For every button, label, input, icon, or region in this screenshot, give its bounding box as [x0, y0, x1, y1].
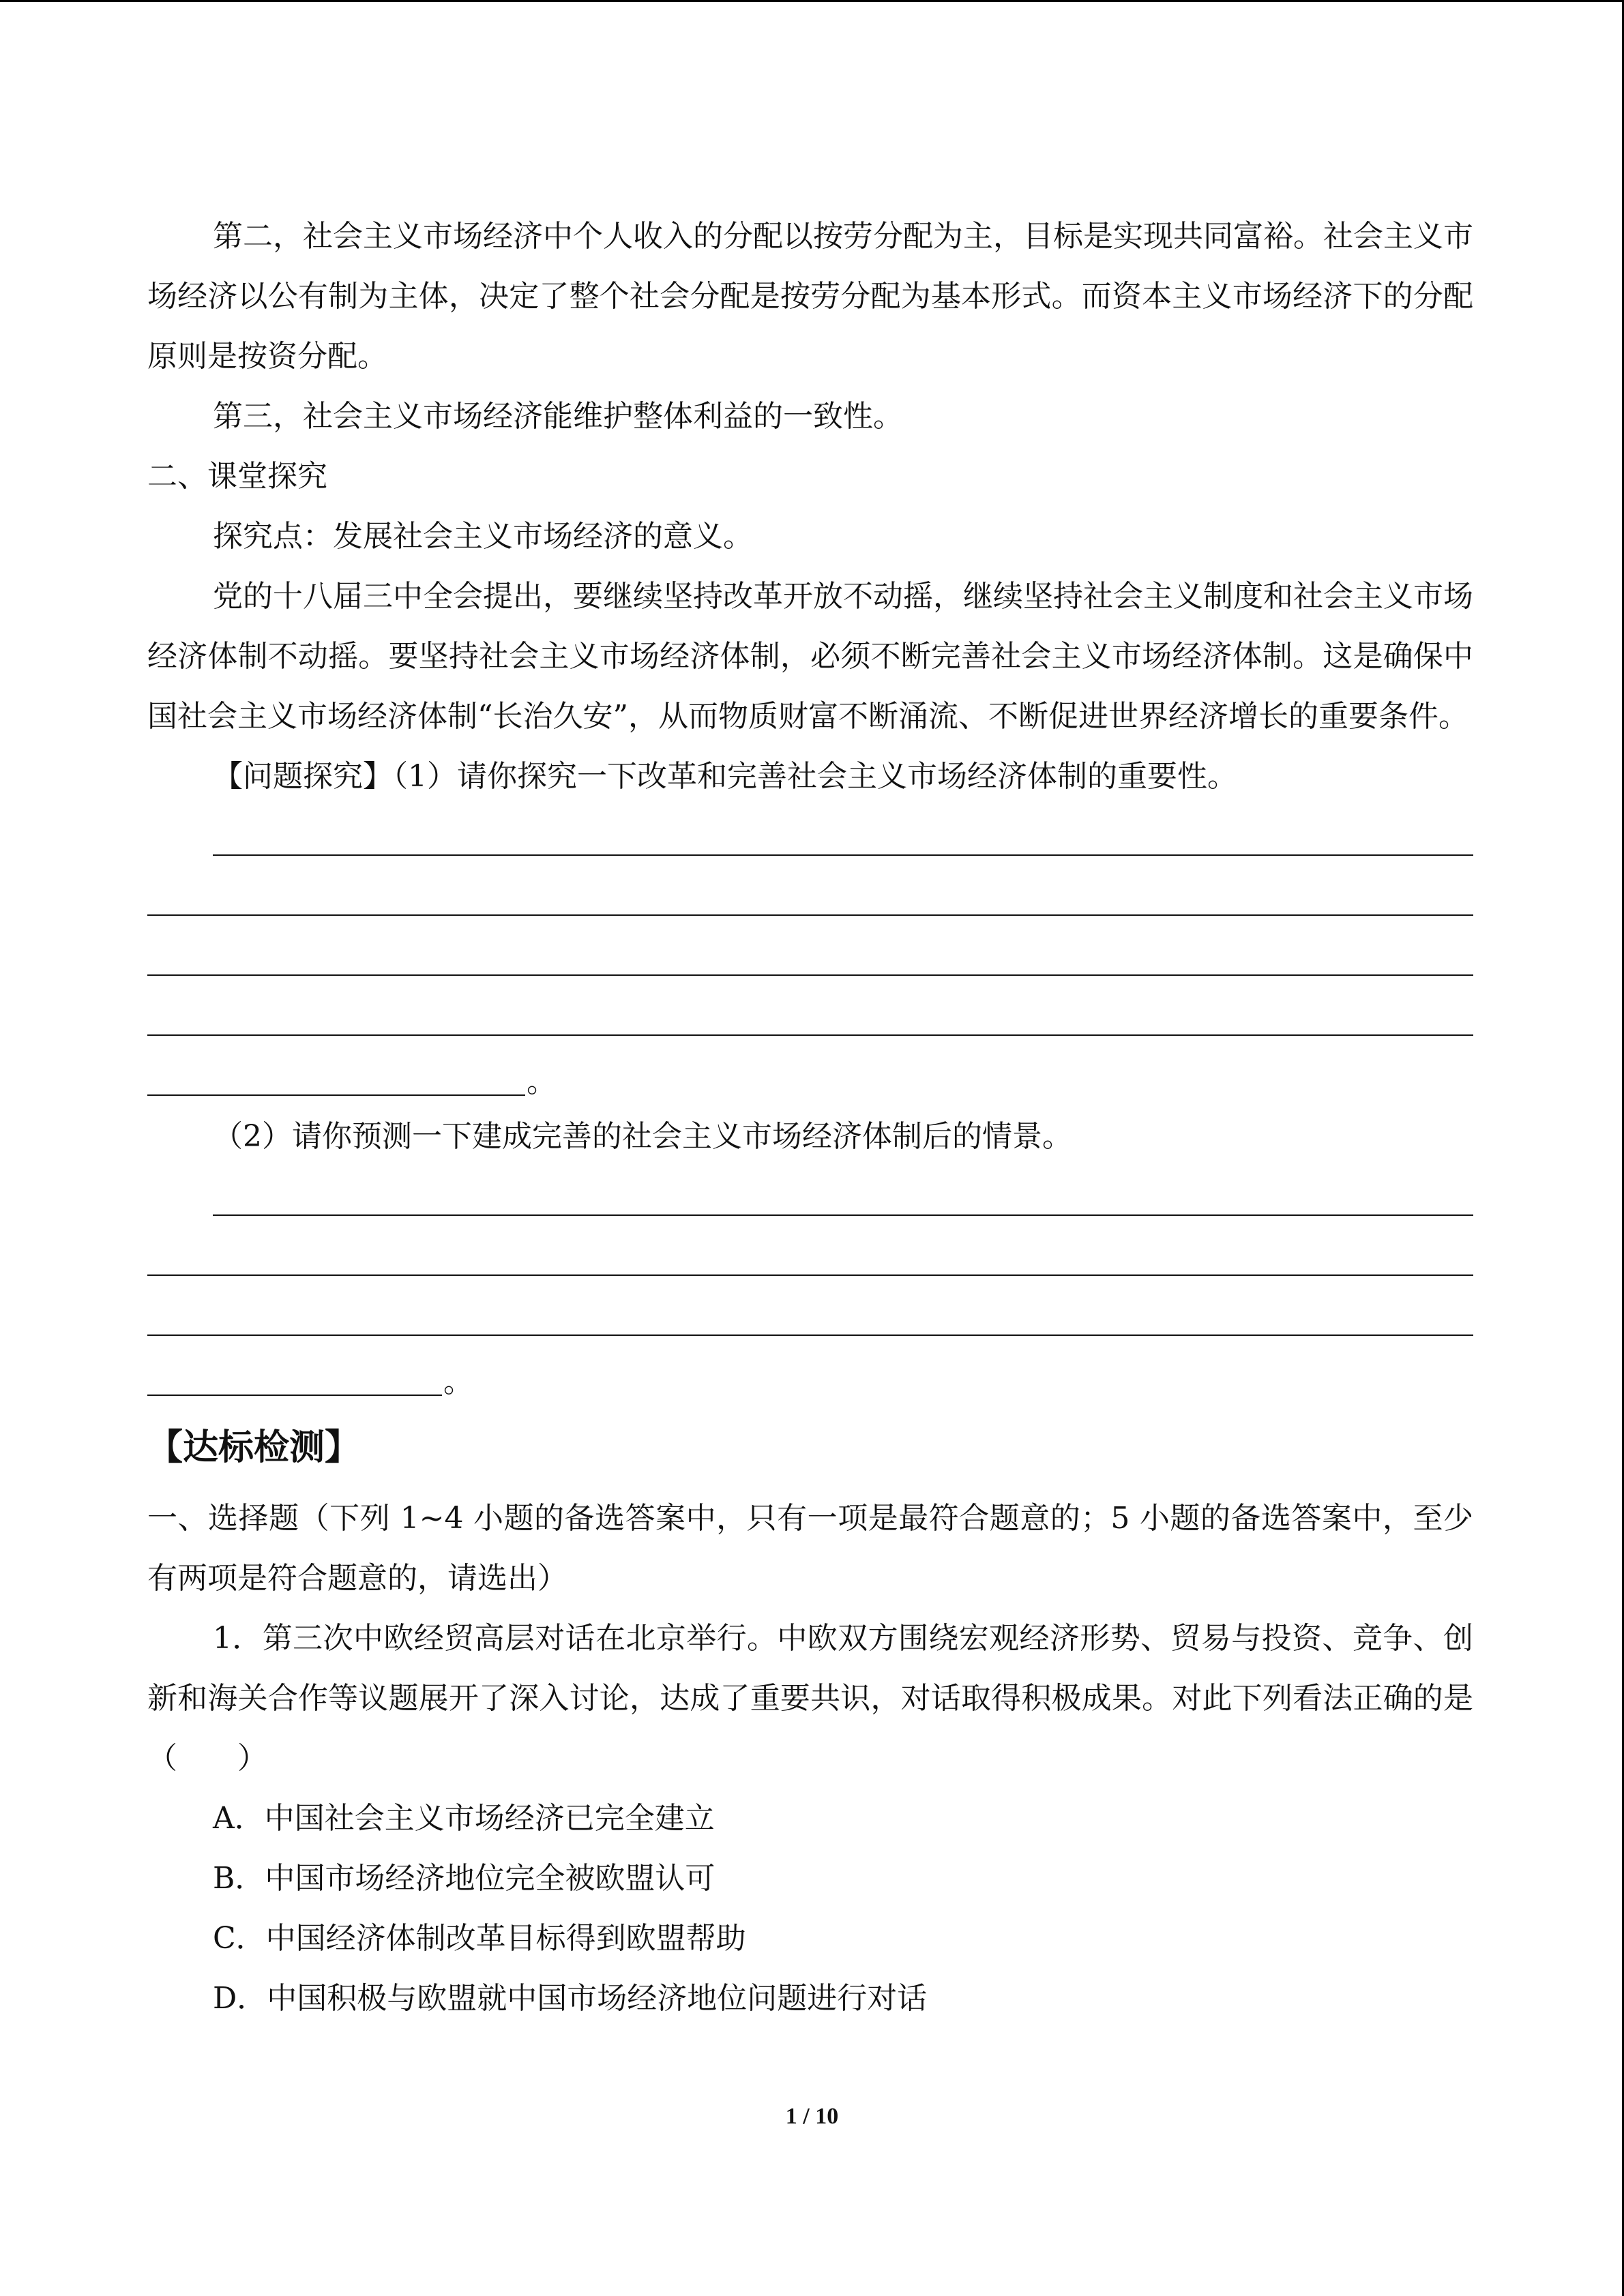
question-1-stem: 1．第三次中欧经贸高层对话在北京举行。中欧双方围绕宏观经济形势、贸易与投资、竞争、创新和海关合作等议题展开了深入讨论，达成了重要共识，对话取得积极成果。对此下列看法正确的是（ ）: [147, 1621, 1473, 1776]
period-mark: 。: [527, 1064, 557, 1099]
exploration-point: 探究点：发展社会主义市场经济的意义。: [213, 519, 753, 554]
answer-line: [147, 807, 1473, 867]
answer-line: [147, 867, 1473, 927]
section-title-class-exploration: 二、课堂探究: [147, 459, 327, 494]
option-a: A．中国社会主义市场经济已完全建立: [213, 1801, 715, 1836]
paragraph-second-point: 第二，社会主义市场经济中个人收入的分配以按劳分配为主，目标是实现共同富裕。社会主义市场经济以公有制为主体，决定了整个社会分配是按劳分配为基本形式。而资本主义市场经济下的分配原则是按资分配。: [147, 219, 1473, 374]
paragraph-third-plenum: 党的十八届三中全会提出，要继续坚持改革开放不动摇，继续坚持社会主义制度和社会主义市场经济体制不动摇。要坚持社会主义市场经济体制，必须不断完善社会主义市场经济体制。这是确保中国社会主义市场经济体制“长治久安”，从而物质财富不断涌流、不断促进世界经济增长的重要条件。: [147, 579, 1473, 734]
answer-line: [147, 927, 1473, 987]
choice-section-intro: 一、选择题（下列 1~4 小题的备选答案中，只有一项是最符合题意的；5 小题的备选答案中，至少有两项是符合题意的，请选出）: [147, 1501, 1473, 1596]
answer-line: [147, 1227, 1473, 1287]
page-content: [147, 207, 1473, 2029]
answer-line-end: [147, 1347, 1473, 1407]
answer-line: [147, 1167, 1473, 1227]
question-2-prompt: （2）请你预测一下建成完善的社会主义市场经济体制后的情景。: [213, 1119, 1072, 1154]
answer-line: [147, 1287, 1473, 1347]
paragraph-third-point: 第三，社会主义市场经济能维护整体利益的一致性。: [213, 399, 903, 434]
answer-line-end: [147, 1047, 1473, 1107]
page-number: 1 / 10: [785, 2104, 839, 2129]
assessment-heading: 【达标检测】: [147, 1427, 361, 1468]
option-c: C．中国经济体制改革目标得到欧盟帮助: [213, 1921, 746, 1956]
period-mark: 。: [443, 1365, 473, 1399]
answer-line: [147, 987, 1473, 1047]
option-d: D．中国积极与欧盟就中国市场经济地位问题进行对话: [213, 1981, 928, 2016]
option-b: B．中国市场经济地位完全被欧盟认可: [213, 1861, 715, 1896]
question-1-prompt: 【问题探究】（1）请你探究一下改革和完善社会主义市场经济体制的重要性。: [213, 759, 1237, 794]
